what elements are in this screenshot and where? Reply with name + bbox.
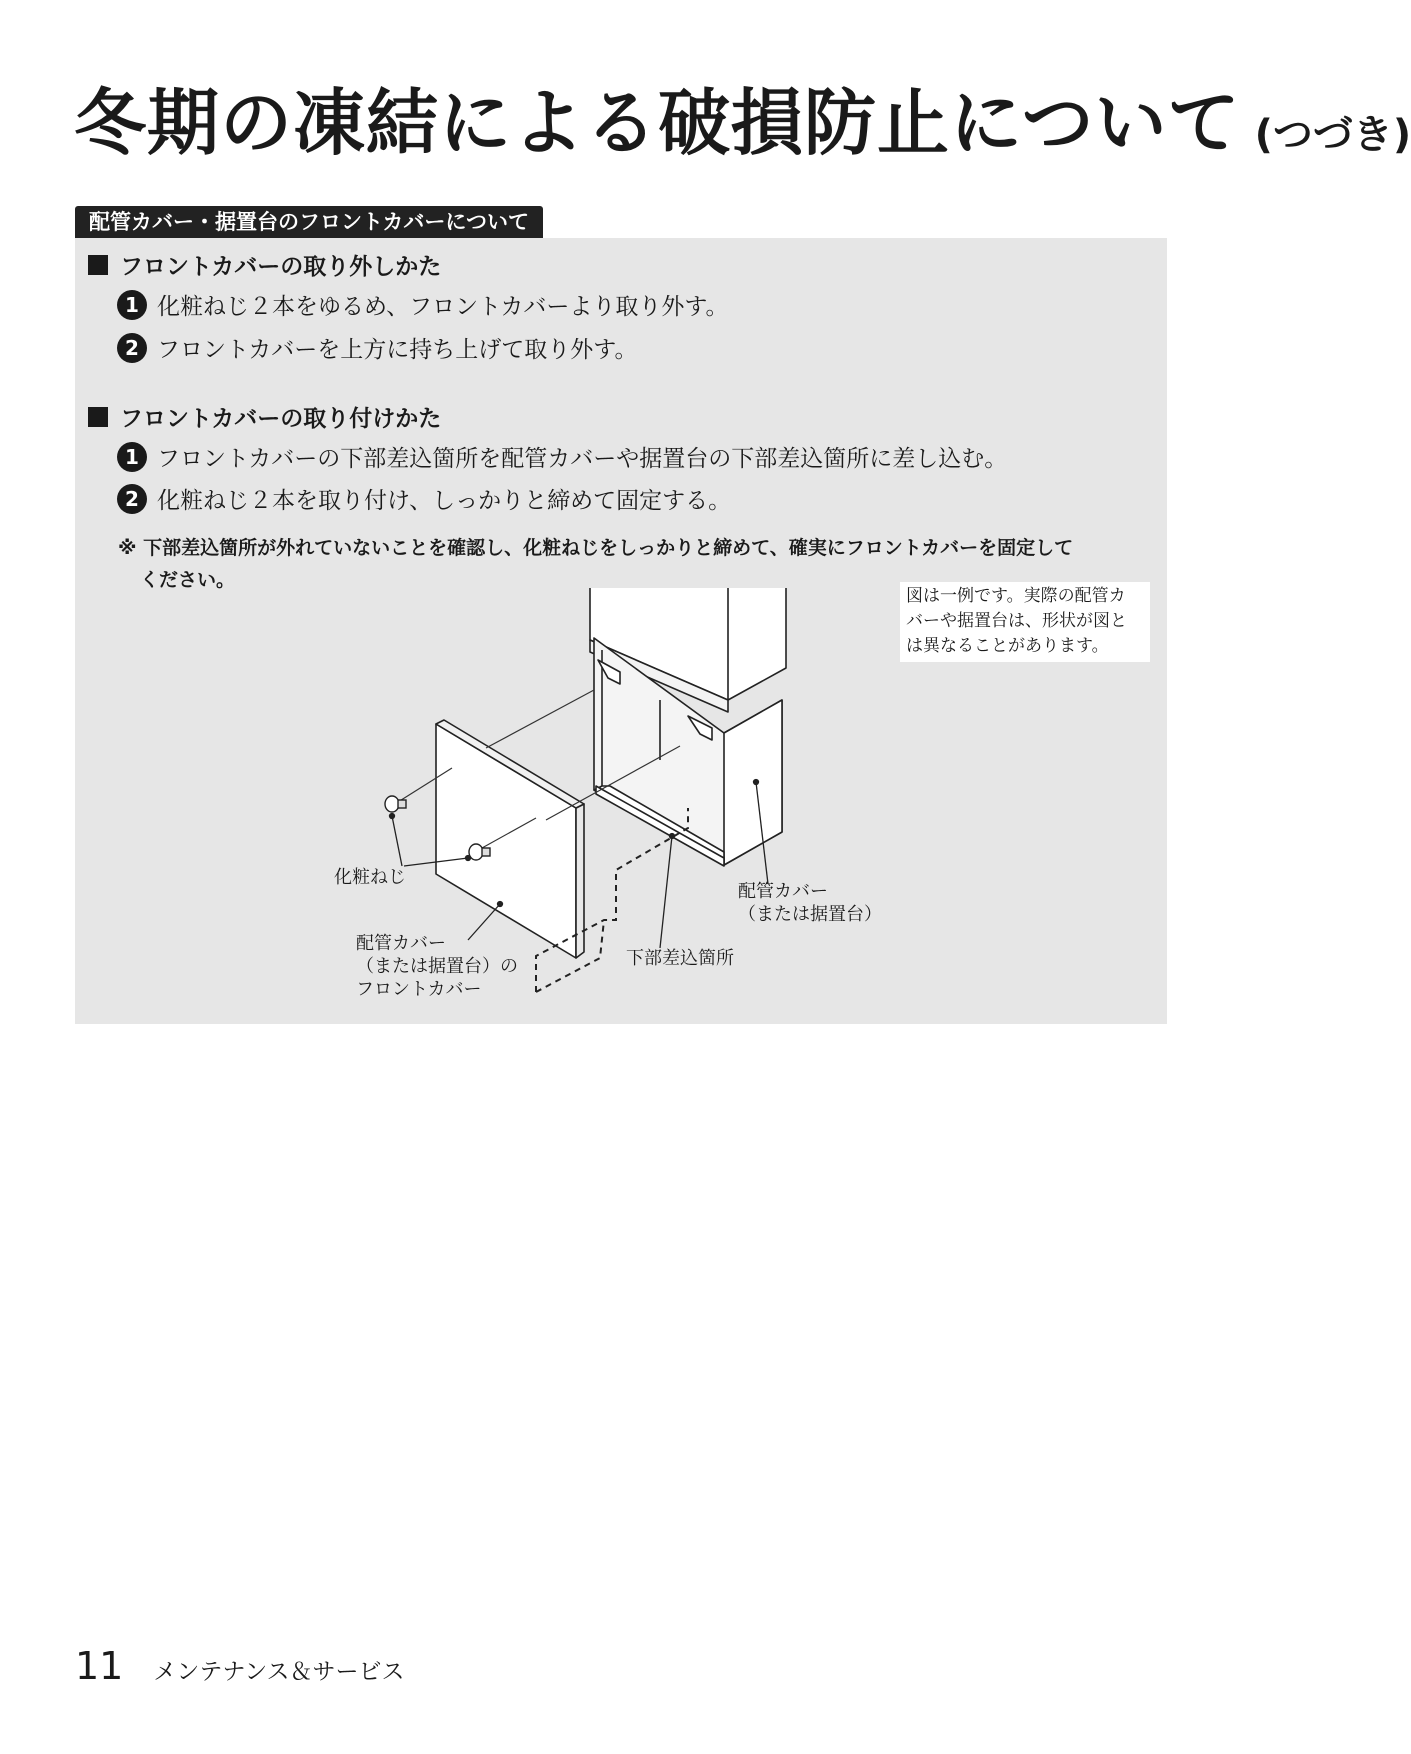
removal-heading-text: フロントカバーの取り外しかた xyxy=(120,254,442,280)
step-number-badge: 2 xyxy=(117,333,147,363)
figure-disclaimer-line2: バーや据置台は、形状が図と xyxy=(906,611,1127,631)
caution-note-line2: ください。 xyxy=(140,569,236,591)
step-number-badge: 2 xyxy=(117,484,147,514)
screw-icon xyxy=(385,796,399,812)
caution-note-line1: ※ 下部差込箇所が外れていないことを確認し、化粧ねじをしっかりと締めて、確実にフロントカバーを固定して xyxy=(118,537,1074,559)
pipe-cover-label-line2: （または据置台） xyxy=(738,904,882,925)
front-cover-label-line1: 配管カバー xyxy=(356,933,446,954)
removal-step-1-text: 化粧ねじ２本をゆるめ、フロントカバーより取り外す。 xyxy=(157,294,729,320)
figure-disclaimer-line3: は異なることがあります。 xyxy=(906,636,1109,656)
install-step-2-text: 化粧ねじ２本を取り付け、しっかりと締めて固定する。 xyxy=(157,488,732,514)
page-number: 11 xyxy=(75,1644,124,1688)
screw-label: 化粧ねじ xyxy=(334,867,406,888)
page-footer xyxy=(75,1644,405,1688)
removal-step-2-text: フロントカバーを上方に持ち上げて取り外す。 xyxy=(157,337,638,363)
pipe-cover-label xyxy=(738,880,882,926)
step-number-badge: 1 xyxy=(117,290,147,320)
front-cover-label xyxy=(356,932,518,1001)
figure-disclaimer-line1: 図は一例です。実際の配管カ xyxy=(906,586,1126,606)
title-main: 冬期の凍結による破損防止について xyxy=(74,81,1241,165)
pipe-cover-label-line1: 配管カバー xyxy=(738,881,828,902)
install-heading-text: フロントカバーの取り付けかた xyxy=(120,406,442,432)
insert-point-label: 下部差込箇所 xyxy=(626,948,734,969)
install-step-1-text: フロントカバーの下部差込箇所を配管カバーや据置台の下部差込箇所に差し込む。 xyxy=(157,446,1008,472)
section-tab: 配管カバー・据置台のフロントカバーについて xyxy=(75,206,543,238)
footer-section-title: メンテナンス＆サービス xyxy=(153,1659,405,1685)
front-cover-label-line2: （または据置台）の xyxy=(356,956,518,977)
title-sub: (つづき) xyxy=(1254,112,1411,158)
step-number-badge: 1 xyxy=(117,442,147,472)
front-cover-label-line3: フロントカバー xyxy=(356,979,482,1000)
